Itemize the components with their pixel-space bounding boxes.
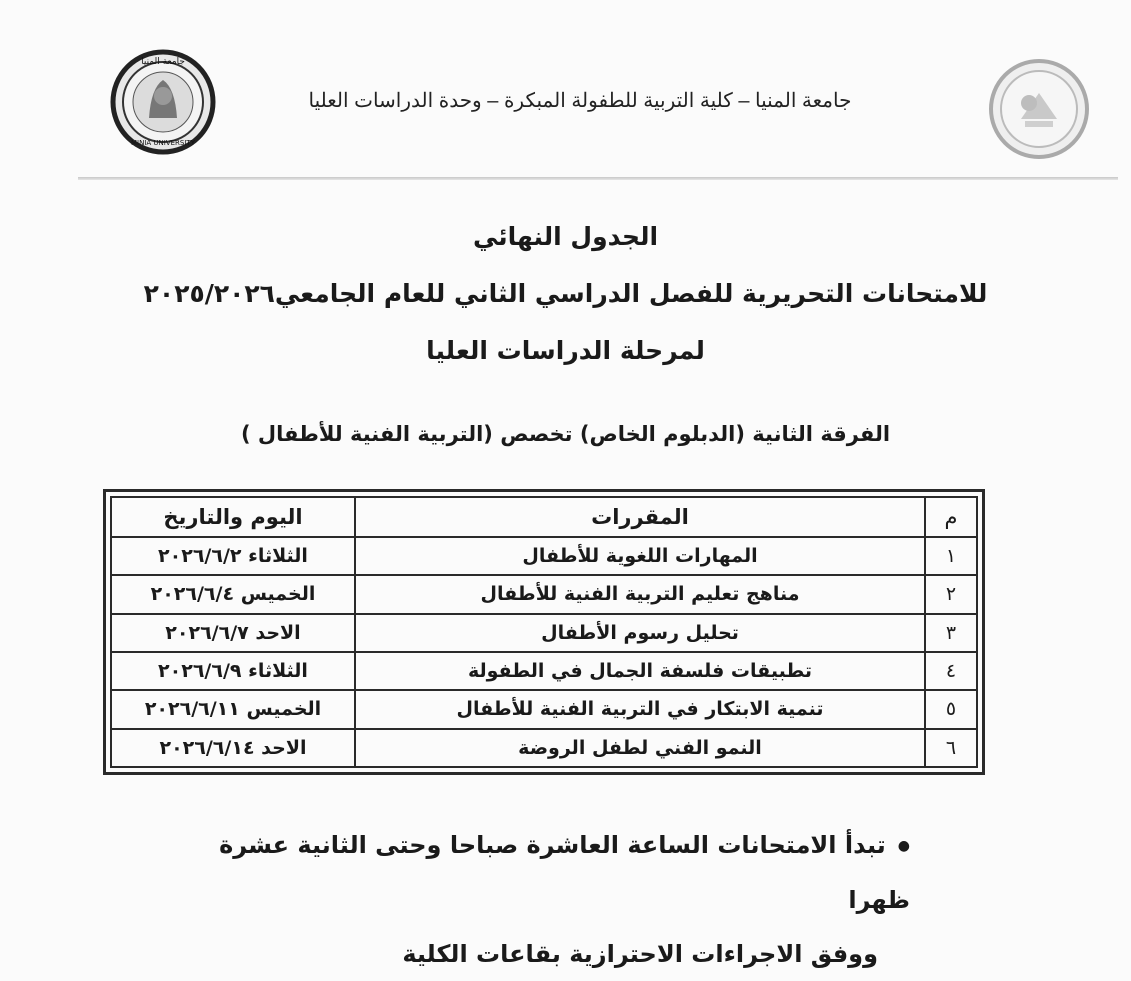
table-row	[111, 690, 977, 728]
table-row	[111, 614, 977, 652]
row-date: الاحد ٢٠٢٦/٦/٧	[111, 614, 355, 652]
exam-schedule-table	[103, 489, 985, 775]
row-num: ٣	[925, 614, 977, 652]
bullet-icon: ●	[897, 838, 910, 854]
table-header-row	[111, 497, 977, 537]
schedule-title-line2: للامتحانات التحريرية للفصل الدراسي الثاني للعام الجامعي٢٠٢٥/٢٠٢٦	[143, 279, 988, 308]
row-course: مناهج تعليم التربية الفنية للأطفال	[355, 575, 925, 613]
row-course: النمو الفني لطفل الروضة	[355, 729, 925, 767]
table-row	[111, 537, 977, 575]
note-text-2: ووفق الاجراءات الاحترازية بقاعات الكلية	[402, 940, 878, 968]
schedule-title-line3: لمرحلة الدراسات العليا	[426, 336, 705, 365]
row-date: الخميس ٢٠٢٦/٦/٤	[111, 575, 355, 613]
logo-left-english-text: MINIA UNIVERSITY	[131, 139, 195, 147]
row-date: الاحد ٢٠٢٦/٦/١٤	[111, 729, 355, 767]
program-subtitle: الفرقة الثانية (الدبلوم الخاص) تخصص (التربية الفنية للأطفال )	[240, 422, 891, 446]
logo-left-arabic-text: جامعة المنيا	[141, 57, 185, 67]
header-divider	[78, 177, 1118, 180]
header-date: اليوم والتاريخ	[111, 497, 355, 537]
schedule-title: الجدول النهائي	[472, 222, 659, 251]
exam-notes	[150, 818, 910, 981]
row-num: ٥	[925, 690, 977, 728]
faculty-logo	[985, 55, 1093, 163]
header-course: المقررات	[355, 497, 925, 537]
note-text-1: تبدأ الامتحانات الساعة العاشرة صباحا وحتى الثانية عشرة ظهرا	[219, 831, 910, 914]
table-row	[111, 652, 977, 690]
row-num: ٦	[925, 729, 977, 767]
row-course: تطبيقات فلسفة الجمال في الطفولة	[355, 652, 925, 690]
row-course: تحليل رسوم الأطفال	[355, 614, 925, 652]
row-date: الخميس ٢٠٢٦/٦/١١	[111, 690, 355, 728]
row-course: تنمية الابتكار في التربية الفنية للأطفال	[355, 690, 925, 728]
row-num: ٤	[925, 652, 977, 690]
minia-university-logo	[109, 48, 217, 156]
row-num: ١	[925, 537, 977, 575]
institution-header: جامعة المنيا – كلية التربية للطفولة المبكرة – وحدة الدراسات العليا	[308, 90, 852, 112]
row-date: الثلاثاء ٢٠٢٦/٦/٢	[111, 537, 355, 575]
row-course: المهارات اللغوية للأطفال	[355, 537, 925, 575]
table-row	[111, 729, 977, 767]
table-row	[111, 575, 977, 613]
row-date: الثلاثاء ٢٠٢٦/٦/٩	[111, 652, 355, 690]
header-num: م	[925, 497, 977, 537]
row-num: ٢	[925, 575, 977, 613]
note-line-1	[150, 818, 910, 927]
